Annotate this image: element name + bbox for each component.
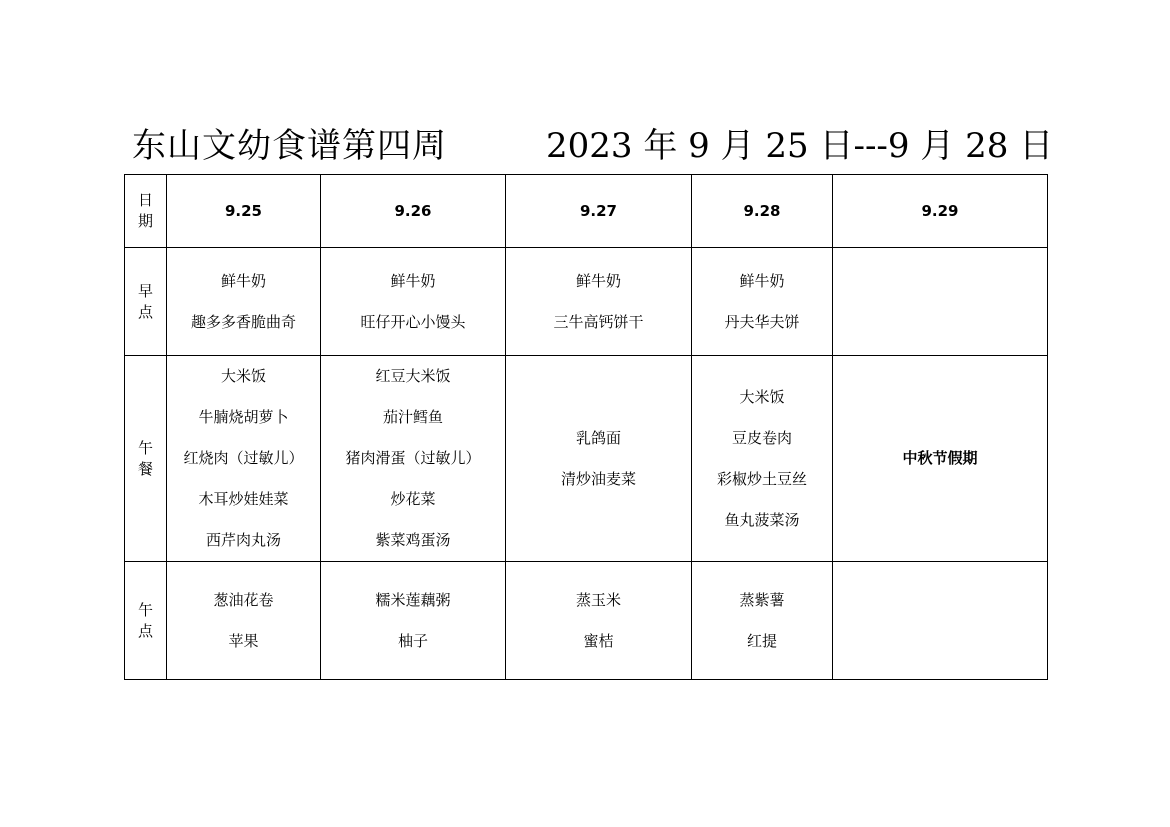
menu-item: 鱼丸菠菜汤: [724, 510, 800, 529]
row-header-breakfast: 早 点: [125, 248, 167, 356]
menu-item: 猪肉滑蛋（过敏儿）: [345, 449, 481, 467]
date-cell: 9.27: [506, 175, 692, 248]
menu-item: 趣多多香脆曲奇: [190, 312, 296, 331]
menu-item: 葱油花卷: [213, 590, 274, 609]
row-header-lunch: 午 餐: [125, 356, 167, 562]
menu-item: 红烧肉（过敏儿）: [183, 449, 304, 467]
page-header: [132, 118, 1054, 168]
menu-cell: [833, 356, 1048, 562]
menu-cell: [321, 248, 506, 356]
menu-item: 西芹肉丸汤: [205, 531, 281, 549]
menu-cell: [167, 356, 321, 562]
date-cell: 9.29: [833, 175, 1048, 248]
menu-item: 茄汁鳕鱼: [382, 408, 443, 426]
menu-cell: [833, 248, 1048, 356]
menu-item: 紫菜鸡蛋汤: [375, 531, 451, 549]
menu-item: 大米饭: [220, 367, 266, 385]
menu-item: 鲜牛奶: [575, 271, 621, 290]
menu-item: 苹果: [228, 631, 259, 650]
date-cell: 9.26: [321, 175, 506, 248]
menu-item: 大米饭: [739, 387, 785, 406]
menu-item: 糯米莲藕粥: [375, 590, 451, 609]
menu-cell: [167, 248, 321, 356]
menu-item: 红提: [746, 631, 777, 650]
date-cell: 9.25: [167, 175, 321, 248]
page-title: 东山文幼食谱第四周: [132, 126, 447, 166]
menu-cell: [692, 356, 833, 562]
menu-item: 清炒油麦菜: [560, 469, 636, 488]
snack-row: [125, 562, 1048, 680]
menu-item: 豆皮卷肉: [731, 428, 792, 447]
menu-cell: [167, 562, 321, 680]
menu-item: 木耳炒娃娃菜: [198, 490, 289, 508]
menu-item: 鲜牛奶: [739, 271, 785, 290]
menu-cell: [321, 562, 506, 680]
menu-cell: [506, 248, 692, 356]
menu-item: 中秋节假期: [902, 449, 978, 467]
menu-item: 丹夫华夫饼: [724, 312, 800, 331]
menu-item: 鲜牛奶: [220, 271, 266, 290]
menu-item: 蒸紫薯: [739, 590, 785, 609]
row-header-snack: 午 点: [125, 562, 167, 680]
menu-cell: [506, 356, 692, 562]
menu-item: 红豆大米饭: [375, 367, 451, 385]
menu-item: 蒸玉米: [575, 590, 621, 609]
menu-cell: [321, 356, 506, 562]
menu-item: 鲜牛奶: [390, 271, 436, 290]
date-range: 2023 年 9 月 25 日---9 月 28 日: [546, 126, 1054, 166]
menu-item: 炒花菜: [390, 490, 436, 508]
lunch-row: [125, 356, 1048, 562]
menu-cell: [833, 562, 1048, 680]
menu-item: 彩椒炒土豆丝: [716, 469, 807, 488]
menu-cell: [692, 248, 833, 356]
menu-item: 蜜桔: [583, 631, 614, 650]
menu-item: 柚子: [397, 631, 428, 650]
menu-cell: [506, 562, 692, 680]
menu-item: 牛腩烧胡萝卜: [198, 408, 289, 426]
date-row: [125, 175, 1048, 248]
date-cell: 9.28: [692, 175, 833, 248]
row-header-date: 日 期: [125, 175, 167, 248]
menu-item: 三牛高钙饼干: [553, 312, 644, 331]
weekly-menu-table: [124, 174, 1048, 680]
breakfast-row: [125, 248, 1048, 356]
menu-cell: [692, 562, 833, 680]
menu-item: 乳鸽面: [575, 428, 621, 447]
menu-item: 旺仔开心小馒头: [360, 312, 466, 331]
